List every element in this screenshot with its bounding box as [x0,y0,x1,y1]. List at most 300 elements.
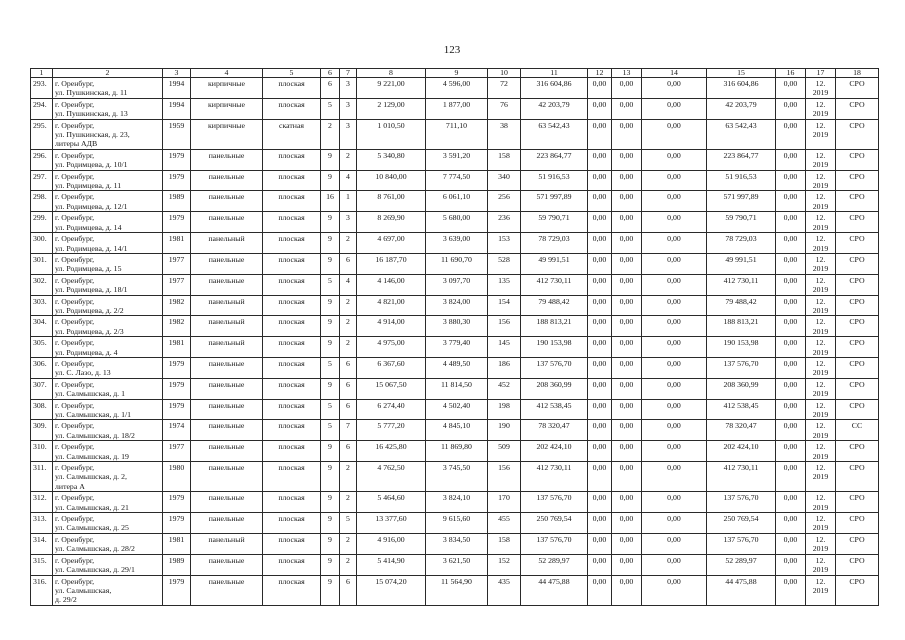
address-cell [53,420,163,441]
living-area-cell: 4 845,10 [426,420,488,441]
period-line: 2019 [812,544,829,554]
year-cell: 1979 [163,149,191,170]
col-16-cell: 0,00 [776,575,806,605]
roof-type-cell: плоская [263,378,321,399]
period-cell [806,119,836,149]
column-number-header: 9 [426,69,488,78]
living-area-cell: 3 639,00 [426,233,488,254]
floors-cell: 9 [321,554,340,575]
col-12-cell: 0,00 [588,575,612,605]
entrances-cell: 3 [340,212,357,233]
entrances-cell: 3 [340,78,357,99]
row-number-cell: 297. [31,170,53,191]
address-cell [53,575,163,605]
wall-material-cell: панельные [191,420,263,441]
entrances-cell: 2 [340,337,357,358]
period-line: 2019 [812,565,829,575]
column-number-header: 5 [263,69,321,78]
address-line: ул. Салмышская, д. 25 [55,523,129,533]
period-cell [806,462,836,492]
period-line: 12. [815,254,826,264]
col-13-cell: 0,00 [612,212,642,233]
column-number-header: 1 [31,69,53,78]
method-cell: СРО [836,337,879,358]
period-line: 12. [815,99,826,109]
entrances-cell: 6 [340,441,357,462]
year-cell: 1979 [163,513,191,534]
floors-cell: 16 [321,191,340,212]
period-cell [806,492,836,513]
column-number-header: 12 [588,69,612,78]
period-line: 12. [815,463,826,473]
entrances-cell: 6 [340,575,357,605]
col-12-cell: 0,00 [588,191,612,212]
period-line: 2019 [812,451,829,461]
entrances-cell: 4 [340,274,357,295]
table-row [31,462,879,492]
period-line: 12. [815,234,826,244]
total-area-cell: 4 697,00 [357,233,426,254]
living-area-cell: 4 596,00 [426,78,488,99]
total-cost-cell: 188 813,21 [707,316,776,337]
cost-cell: 78 729,03 [521,233,588,254]
residents-cell: 153 [488,233,521,254]
col-13-cell: 0,00 [612,233,642,254]
residents-cell: 135 [488,274,521,295]
address-cell [53,554,163,575]
year-cell: 1979 [163,399,191,420]
row-number-cell: 305. [31,337,53,358]
period-line: 12. [815,555,826,565]
col-13-cell: 0,00 [612,441,642,462]
living-area-cell: 3 097,70 [426,274,488,295]
period-cell [806,554,836,575]
col-16-cell: 0,00 [776,462,806,492]
wall-material-cell: панельные [191,575,263,605]
floors-cell: 9 [321,441,340,462]
entrances-cell: 4 [340,170,357,191]
total-area-cell: 10 840,00 [357,170,426,191]
living-area-cell: 3 880,30 [426,316,488,337]
method-cell: СРО [836,316,879,337]
col-13-cell: 0,00 [612,462,642,492]
address-line: г. Оренбург, [55,254,95,264]
period-line: 2019 [812,160,829,170]
col-14-cell: 0,00 [642,533,707,554]
total-area-cell: 16 187,70 [357,253,426,274]
cost-cell: 412 730,11 [521,274,588,295]
col-12-cell: 0,00 [588,212,612,233]
total-area-cell: 2 129,00 [357,98,426,119]
address-cell [53,399,163,420]
col-12-cell: 0,00 [588,399,612,420]
entrances-cell: 6 [340,253,357,274]
floors-cell: 9 [321,316,340,337]
col-14-cell: 0,00 [642,98,707,119]
address-cell [53,441,163,462]
living-area-cell: 7 774,50 [426,170,488,191]
year-cell: 1977 [163,253,191,274]
period-cell [806,441,836,462]
method-cell: СРО [836,191,879,212]
living-area-cell: 3 745,50 [426,462,488,492]
col-16-cell: 0,00 [776,492,806,513]
table-row [31,554,879,575]
method-cell: СРО [836,378,879,399]
period-line: 2019 [812,430,829,440]
row-number-cell: 309. [31,420,53,441]
period-line: 12. [815,150,826,160]
living-area-cell: 4 489,50 [426,357,488,378]
col-13-cell: 0,00 [612,337,642,358]
living-area-cell: 9 615,60 [426,513,488,534]
period-line: 12. [815,442,826,452]
total-cost-cell: 571 997,89 [707,191,776,212]
row-number-cell: 316. [31,575,53,605]
col-14-cell: 0,00 [642,357,707,378]
total-area-cell: 4 821,00 [357,295,426,316]
year-cell: 1982 [163,316,191,337]
period-cell [806,253,836,274]
floors-cell: 5 [321,98,340,119]
wall-material-cell: панельные [191,513,263,534]
address-cell [53,253,163,274]
period-line: 2019 [812,109,829,119]
address-line: ул. Родимцева, д. 15 [55,264,122,274]
residents-cell: 186 [488,357,521,378]
method-cell: СРО [836,78,879,99]
housing-table [30,68,879,606]
year-cell: 1959 [163,119,191,149]
address-line: г. Оренбург, [55,379,95,389]
method-cell: СРО [836,441,879,462]
col-13-cell: 0,00 [612,533,642,554]
col-16-cell: 0,00 [776,233,806,254]
cost-cell: 316 604,86 [521,78,588,99]
address-line: г. Оренбург, [55,120,95,130]
column-number-header: 6 [321,69,340,78]
period-line: 12. [815,275,826,285]
entrances-cell: 5 [340,513,357,534]
table-row [31,119,879,149]
total-area-cell: 4 916,00 [357,533,426,554]
col-12-cell: 0,00 [588,274,612,295]
cost-cell: 137 576,70 [521,533,588,554]
col-13-cell: 0,00 [612,191,642,212]
method-cell: СРО [836,462,879,492]
address-cell [53,212,163,233]
total-cost-cell: 190 153,98 [707,337,776,358]
living-area-cell: 3 779,40 [426,337,488,358]
period-line: 12. [815,338,826,348]
address-line: г. Оренбург, [55,338,95,348]
col-16-cell: 0,00 [776,149,806,170]
period-cell [806,420,836,441]
floors-cell: 9 [321,533,340,554]
floors-cell: 9 [321,337,340,358]
col-16-cell: 0,00 [776,295,806,316]
period-cell [806,575,836,605]
roof-type-cell: плоская [263,462,321,492]
address-cell [53,378,163,399]
total-cost-cell: 51 916,53 [707,170,776,191]
period-line: 12. [815,192,826,202]
entrances-cell: 2 [340,316,357,337]
residents-cell: 198 [488,399,521,420]
year-cell: 1979 [163,170,191,191]
col-13-cell: 0,00 [612,357,642,378]
col-16-cell: 0,00 [776,420,806,441]
table-row [31,337,879,358]
entrances-cell: 6 [340,378,357,399]
period-cell [806,513,836,534]
period-line: 2019 [812,368,829,378]
address-cell [53,274,163,295]
floors-cell: 5 [321,399,340,420]
floors-cell: 9 [321,295,340,316]
col-12-cell: 0,00 [588,316,612,337]
cost-cell: 51 916,53 [521,170,588,191]
row-number-cell: 301. [31,253,53,274]
address-cell [53,337,163,358]
period-line: 2019 [812,326,829,336]
roof-type-cell: плоская [263,212,321,233]
address-line: г. Оренбург, [55,99,95,109]
period-cell [806,337,836,358]
total-cost-cell: 223 864,77 [707,149,776,170]
cost-cell: 59 790,71 [521,212,588,233]
method-cell: СРО [836,399,879,420]
address-line: д. 29/2 [55,595,77,605]
year-cell: 1974 [163,420,191,441]
col-14-cell: 0,00 [642,420,707,441]
col-12-cell: 0,00 [588,554,612,575]
address-line: ул. Родимцева, д. 12/1 [55,201,128,211]
col-12-cell: 0,00 [588,149,612,170]
address-line: г. Оренбург, [55,79,95,88]
roof-type-cell: плоская [263,253,321,274]
row-number-cell: 295. [31,119,53,149]
address-line: ул. Родимцева, д. 18/1 [55,285,128,295]
residents-cell: 152 [488,554,521,575]
total-cost-cell: 208 360,99 [707,378,776,399]
address-line: ул. Салмышская, д. 29/1 [55,565,135,575]
method-cell: СРО [836,295,879,316]
floors-cell: 9 [321,170,340,191]
total-area-cell: 6 367,60 [357,357,426,378]
wall-material-cell: панельный [191,233,263,254]
living-area-cell: 1 877,00 [426,98,488,119]
roof-type-cell: плоская [263,233,321,254]
col-16-cell: 0,00 [776,78,806,99]
col-13-cell: 0,00 [612,149,642,170]
total-cost-cell: 202 424,10 [707,441,776,462]
total-cost-cell: 78 729,03 [707,233,776,254]
period-cell [806,170,836,191]
col-14-cell: 0,00 [642,441,707,462]
roof-type-cell: плоская [263,575,321,605]
period-line: 2019 [812,347,829,357]
row-number-cell: 310. [31,441,53,462]
col-14-cell: 0,00 [642,337,707,358]
cost-cell: 188 813,21 [521,316,588,337]
residents-cell: 158 [488,533,521,554]
total-cost-cell: 412 538,45 [707,399,776,420]
floors-cell: 9 [321,378,340,399]
col-14-cell: 0,00 [642,212,707,233]
roof-type-cell: плоская [263,78,321,99]
entrances-cell: 2 [340,533,357,554]
cost-cell: 44 475,88 [521,575,588,605]
total-area-cell: 4 146,00 [357,274,426,295]
col-14-cell: 0,00 [642,233,707,254]
roof-type-cell: плоская [263,492,321,513]
wall-material-cell: панельные [191,441,263,462]
roof-type-cell: плоская [263,554,321,575]
method-cell: СРО [836,253,879,274]
column-number-header: 8 [357,69,426,78]
floors-cell: 6 [321,78,340,99]
column-number-header: 15 [707,69,776,78]
column-number-header: 18 [836,69,879,78]
col-12-cell: 0,00 [588,98,612,119]
address-line: ул. Салмышская, д. 2, [55,472,127,482]
address-line: ул. Салмышская, [55,585,112,595]
period-cell [806,149,836,170]
total-area-cell: 4 762,50 [357,462,426,492]
address-cell [53,462,163,492]
roof-type-cell: плоская [263,441,321,462]
table-row [31,233,879,254]
col-14-cell: 0,00 [642,253,707,274]
cost-cell: 208 360,99 [521,378,588,399]
method-cell: СРО [836,513,879,534]
col-12-cell: 0,00 [588,513,612,534]
col-14-cell: 0,00 [642,191,707,212]
floors-cell: 9 [321,253,340,274]
period-line: 12. [815,171,826,181]
living-area-cell: 11 564,90 [426,575,488,605]
wall-material-cell: панельные [191,554,263,575]
entrances-cell: 2 [340,492,357,513]
period-line: 2019 [812,389,829,399]
roof-type-cell: плоская [263,357,321,378]
table-row [31,513,879,534]
living-area-cell: 4 502,40 [426,399,488,420]
column-number-header: 3 [163,69,191,78]
floors-cell: 9 [321,149,340,170]
row-number-cell: 303. [31,295,53,316]
address-cell [53,191,163,212]
year-cell: 1979 [163,212,191,233]
method-cell: СРО [836,119,879,149]
year-cell: 1977 [163,274,191,295]
living-area-cell: 3 824,00 [426,295,488,316]
address-line: ул. Родимцева, д. 10/1 [55,160,128,170]
total-cost-cell: 412 730,11 [707,274,776,295]
total-area-cell: 5 414,90 [357,554,426,575]
col-13-cell: 0,00 [612,274,642,295]
period-line: 2019 [812,201,829,211]
column-number-header: 14 [642,69,707,78]
living-area-cell: 11 690,70 [426,253,488,274]
column-number-header: 16 [776,69,806,78]
period-cell [806,78,836,99]
living-area-cell: 3 824,10 [426,492,488,513]
column-number-row [31,69,879,78]
living-area-cell: 6 061,10 [426,191,488,212]
address-line: г. Оренбург, [55,400,95,410]
col-13-cell: 0,00 [612,492,642,513]
col-16-cell: 0,00 [776,378,806,399]
cost-cell: 137 576,70 [521,492,588,513]
living-area-cell: 5 680,00 [426,212,488,233]
table-row [31,399,879,420]
column-number-header: 7 [340,69,357,78]
table-row [31,78,879,99]
period-cell [806,399,836,420]
entrances-cell: 3 [340,98,357,119]
col-16-cell: 0,00 [776,191,806,212]
address-line: ул. Пушкинская, д. 13 [55,109,128,119]
col-14-cell: 0,00 [642,170,707,191]
floors-cell: 9 [321,462,340,492]
period-line: 2019 [812,264,829,274]
year-cell: 1977 [163,441,191,462]
total-area-cell: 8 761,00 [357,191,426,212]
address-cell [53,78,163,99]
col-13-cell: 0,00 [612,575,642,605]
wall-material-cell: кирпичные [191,98,263,119]
address-cell [53,357,163,378]
address-line: г. Оренбург, [55,213,95,223]
entrances-cell: 3 [340,119,357,149]
roof-type-cell: плоская [263,170,321,191]
table-body [31,78,879,606]
address-line: ул. Пушкинская, д. 11 [55,88,128,98]
address-line: г. Оренбург, [55,576,95,586]
col-13-cell: 0,00 [612,420,642,441]
table-row [31,533,879,554]
col-12-cell: 0,00 [588,378,612,399]
row-number-cell: 314. [31,533,53,554]
period-cell [806,378,836,399]
period-line: 12. [815,213,826,223]
period-cell [806,316,836,337]
row-number-cell: 308. [31,399,53,420]
address-line: ул. Родимцева, д. 14 [55,222,122,232]
roof-type-cell: плоская [263,399,321,420]
wall-material-cell: панельный [191,337,263,358]
living-area-cell: 11 814,50 [426,378,488,399]
year-cell: 1981 [163,533,191,554]
period-line: 2019 [812,585,829,595]
col-13-cell: 0,00 [612,78,642,99]
col-14-cell: 0,00 [642,554,707,575]
column-number-header: 10 [488,69,521,78]
residents-cell: 509 [488,441,521,462]
residents-cell: 455 [488,513,521,534]
cost-cell: 202 424,10 [521,441,588,462]
year-cell: 1979 [163,357,191,378]
col-16-cell: 0,00 [776,357,806,378]
period-cell [806,233,836,254]
col-16-cell: 0,00 [776,212,806,233]
row-number-cell: 296. [31,149,53,170]
period-line: 2019 [812,181,829,191]
col-14-cell: 0,00 [642,462,707,492]
period-line: 2019 [812,523,829,533]
